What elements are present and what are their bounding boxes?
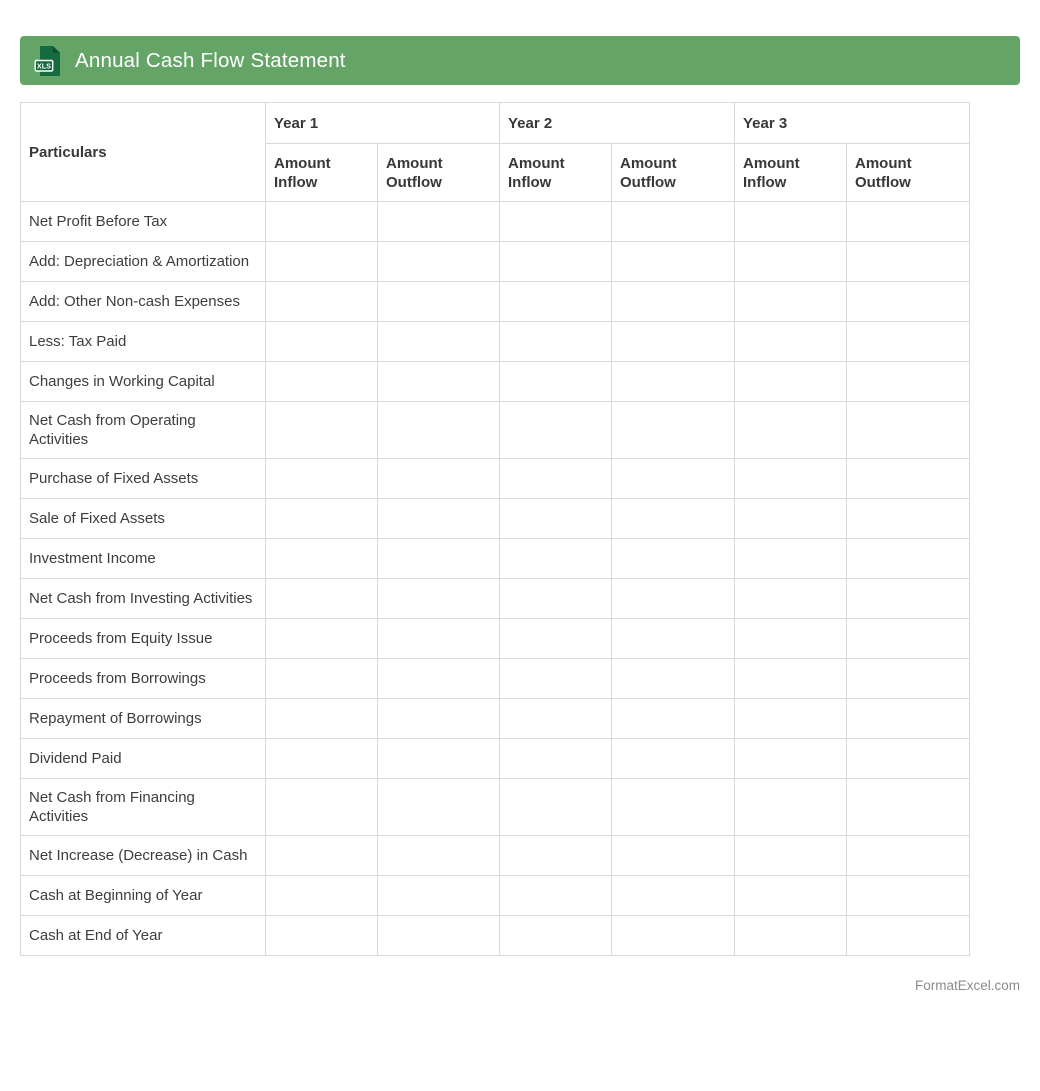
amount-cell[interactable]: [266, 499, 378, 539]
amount-cell[interactable]: [847, 459, 970, 499]
year1-amount-inflow-header: Amount Inflow: [266, 144, 378, 202]
table-row: [21, 836, 970, 876]
row-label: Add: Depreciation & Amortization: [21, 242, 266, 282]
amount-cell[interactable]: [612, 402, 735, 459]
amount-cell[interactable]: [500, 699, 612, 739]
amount-cell[interactable]: [266, 402, 378, 459]
amount-cell[interactable]: [735, 739, 847, 779]
row-label: Less: Tax Paid: [21, 322, 266, 362]
table-row: [21, 659, 970, 699]
amount-cell[interactable]: [612, 362, 735, 402]
table-row: [21, 242, 970, 282]
amount-cell[interactable]: [378, 659, 500, 699]
amount-cell[interactable]: [847, 362, 970, 402]
row-label: Net Cash from Operating Activities: [21, 402, 266, 459]
amount-cell[interactable]: [847, 539, 970, 579]
amount-cell[interactable]: [500, 739, 612, 779]
amount-cell[interactable]: [735, 362, 847, 402]
amount-cell[interactable]: [378, 739, 500, 779]
amount-cell[interactable]: [612, 282, 735, 322]
amount-cell[interactable]: [847, 659, 970, 699]
amount-cell[interactable]: [500, 779, 612, 836]
amount-cell[interactable]: [378, 362, 500, 402]
amount-cell[interactable]: [612, 242, 735, 282]
table-row: [21, 779, 970, 836]
table-row: [21, 282, 970, 322]
table-row: [21, 362, 970, 402]
amount-cell[interactable]: [847, 619, 970, 659]
amount-cell[interactable]: [500, 362, 612, 402]
table-row: [21, 539, 970, 579]
table-body: [21, 202, 970, 956]
amount-cell[interactable]: [612, 579, 735, 619]
year2-amount-outflow-header: Amount Outflow: [612, 144, 735, 202]
amount-cell[interactable]: [735, 282, 847, 322]
site-credit: FormatExcel.com: [914, 978, 1020, 993]
row-label: Proceeds from Borrowings: [21, 659, 266, 699]
table-row: [21, 402, 970, 459]
amount-cell[interactable]: [500, 499, 612, 539]
amount-cell[interactable]: [847, 282, 970, 322]
amount-cell[interactable]: [735, 539, 847, 579]
amount-cell[interactable]: [500, 659, 612, 699]
file-fold-corner: [53, 46, 60, 53]
year3-amount-outflow-header: Amount Outflow: [847, 144, 970, 202]
amount-cell[interactable]: [266, 659, 378, 699]
amount-cell[interactable]: [266, 619, 378, 659]
amount-cell[interactable]: [735, 836, 847, 876]
amount-cell[interactable]: [500, 876, 612, 916]
amount-cell[interactable]: [378, 539, 500, 579]
amount-cell[interactable]: [847, 779, 970, 836]
amount-cell[interactable]: [847, 242, 970, 282]
amount-cell[interactable]: [847, 579, 970, 619]
amount-cell[interactable]: [847, 876, 970, 916]
table-row: [21, 322, 970, 362]
amount-cell[interactable]: [266, 242, 378, 282]
row-label: Sale of Fixed Assets: [21, 499, 266, 539]
table-row: [21, 579, 970, 619]
amount-cell[interactable]: [266, 699, 378, 739]
title-bar: [20, 36, 1020, 85]
page: [0, 36, 1040, 1091]
amount-cell[interactable]: [266, 836, 378, 876]
amount-cell[interactable]: [735, 459, 847, 499]
amount-cell[interactable]: [500, 539, 612, 579]
amount-cell[interactable]: [378, 619, 500, 659]
xls-file-icon: [34, 45, 61, 77]
amount-cell[interactable]: [378, 242, 500, 282]
table-row: [21, 876, 970, 916]
amount-cell[interactable]: [378, 579, 500, 619]
amount-cell[interactable]: [378, 699, 500, 739]
amount-cell[interactable]: [735, 699, 847, 739]
amount-cell[interactable]: [500, 836, 612, 876]
cash-flow-table: [20, 102, 970, 956]
amount-cell[interactable]: [612, 739, 735, 779]
year-header-row: [21, 103, 970, 144]
amount-cell[interactable]: [612, 202, 735, 242]
amount-cell[interactable]: [378, 459, 500, 499]
amount-cell[interactable]: [266, 362, 378, 402]
row-label: Net Cash from Investing Activities: [21, 579, 266, 619]
amount-cell[interactable]: [378, 202, 500, 242]
amount-cell[interactable]: [500, 322, 612, 362]
table-row: [21, 699, 970, 739]
amount-cell[interactable]: [378, 779, 500, 836]
amount-cell[interactable]: [266, 322, 378, 362]
amount-cell[interactable]: [847, 836, 970, 876]
year1-amount-outflow-header: Amount Outflow: [378, 144, 500, 202]
amount-cell[interactable]: [735, 242, 847, 282]
amount-cell[interactable]: [266, 282, 378, 322]
amount-cell[interactable]: [500, 242, 612, 282]
amount-cell[interactable]: [847, 322, 970, 362]
row-label: Cash at End of Year: [21, 916, 266, 956]
row-label: Investment Income: [21, 539, 266, 579]
amount-cell[interactable]: [266, 739, 378, 779]
amount-cell[interactable]: [612, 699, 735, 739]
amount-cell[interactable]: [378, 402, 500, 459]
amount-cell[interactable]: [612, 499, 735, 539]
amount-cell[interactable]: [612, 619, 735, 659]
row-label: Net Increase (Decrease) in Cash: [21, 836, 266, 876]
amount-cell[interactable]: [735, 322, 847, 362]
row-label: Cash at Beginning of Year: [21, 876, 266, 916]
particulars-header: Particulars: [21, 103, 266, 202]
amount-cell[interactable]: [500, 916, 612, 956]
amount-cell[interactable]: [266, 779, 378, 836]
amount-cell[interactable]: [612, 779, 735, 836]
amount-cell[interactable]: [378, 876, 500, 916]
amount-cell[interactable]: [266, 916, 378, 956]
amount-cell[interactable]: [612, 659, 735, 699]
amount-cell[interactable]: [612, 876, 735, 916]
amount-cell[interactable]: [266, 459, 378, 499]
amount-cell[interactable]: [612, 916, 735, 956]
xls-badge-label: XLS: [36, 61, 51, 71]
amount-cell[interactable]: [847, 499, 970, 539]
row-label: Proceeds from Equity Issue: [21, 619, 266, 659]
amount-cell[interactable]: [500, 282, 612, 322]
amount-cell[interactable]: [612, 459, 735, 499]
amount-cell[interactable]: [735, 876, 847, 916]
amount-cell[interactable]: [847, 202, 970, 242]
amount-cell[interactable]: [500, 402, 612, 459]
amount-cell[interactable]: [266, 539, 378, 579]
amount-cell[interactable]: [378, 836, 500, 876]
amount-cell[interactable]: [735, 916, 847, 956]
amount-cell[interactable]: [266, 202, 378, 242]
amount-cell[interactable]: [378, 499, 500, 539]
amount-cell[interactable]: [500, 459, 612, 499]
row-label: Dividend Paid: [21, 739, 266, 779]
amount-cell[interactable]: [847, 699, 970, 739]
amount-cell[interactable]: [735, 402, 847, 459]
row-label: Repayment of Borrowings: [21, 699, 266, 739]
amount-cell[interactable]: [612, 322, 735, 362]
amount-cell[interactable]: [847, 402, 970, 459]
amount-cell[interactable]: [266, 579, 378, 619]
amount-cell[interactable]: [847, 739, 970, 779]
year1-header: Year 1: [266, 103, 500, 144]
table-row: [21, 739, 970, 779]
amount-cell[interactable]: [500, 202, 612, 242]
amount-cell[interactable]: [378, 322, 500, 362]
row-label: Changes in Working Capital: [21, 362, 266, 402]
amount-cell[interactable]: [612, 539, 735, 579]
year2-header: Year 2: [500, 103, 735, 144]
amount-cell[interactable]: [735, 499, 847, 539]
table-row: [21, 916, 970, 956]
row-label: Purchase of Fixed Assets: [21, 459, 266, 499]
amount-cell[interactable]: [735, 579, 847, 619]
row-label: Net Cash from Financing Activities: [21, 779, 266, 836]
amount-cell[interactable]: [735, 779, 847, 836]
amount-cell[interactable]: [735, 659, 847, 699]
amount-cell[interactable]: [378, 282, 500, 322]
year3-amount-inflow-header: Amount Inflow: [735, 144, 847, 202]
table-row: [21, 499, 970, 539]
row-label: Net Profit Before Tax: [21, 202, 266, 242]
amount-cell[interactable]: [500, 579, 612, 619]
amount-cell[interactable]: [735, 202, 847, 242]
amount-cell[interactable]: [266, 876, 378, 916]
amount-cell[interactable]: [847, 916, 970, 956]
amount-cell[interactable]: [378, 916, 500, 956]
table-row: [21, 459, 970, 499]
row-label: Add: Other Non-cash Expenses: [21, 282, 266, 322]
amount-cell[interactable]: [500, 619, 612, 659]
table-row: [21, 619, 970, 659]
year3-header: Year 3: [735, 103, 970, 144]
page-title: Annual Cash Flow Statement: [75, 48, 346, 72]
amount-cell[interactable]: [612, 836, 735, 876]
table-row: [21, 202, 970, 242]
year2-amount-inflow-header: Amount Inflow: [500, 144, 612, 202]
amount-cell[interactable]: [735, 619, 847, 659]
